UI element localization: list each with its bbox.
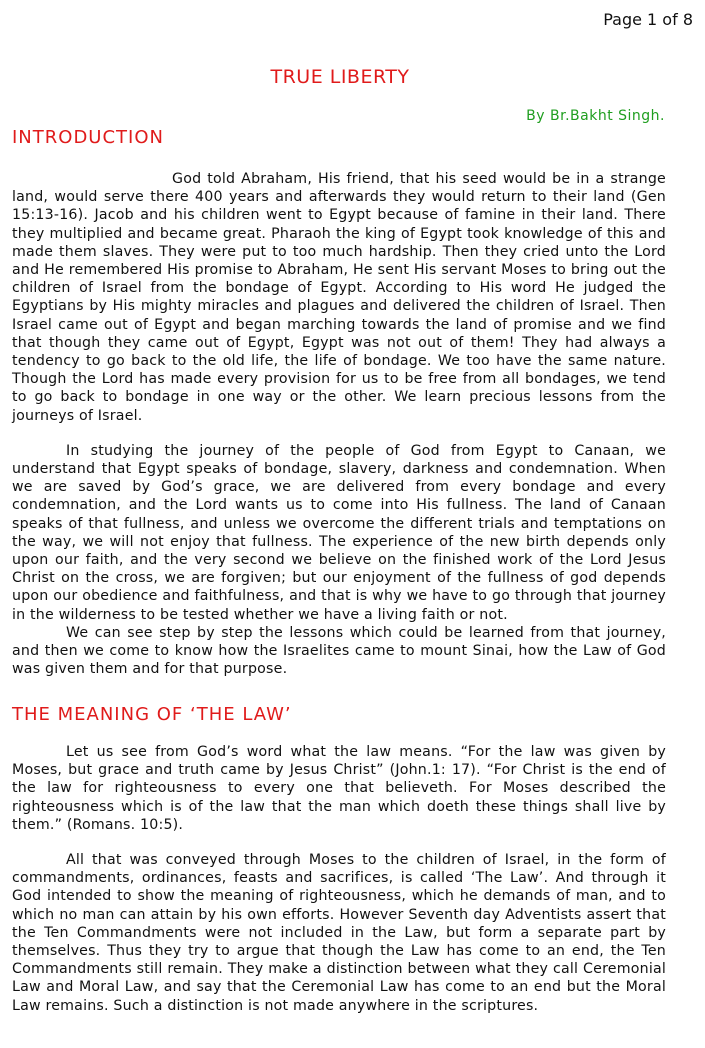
paragraph: God told Abraham, His friend, that his seed would be in a strange land, would serve there 400 years and afterwards they would return to their land (Gen 15:13-16). Jacob and his children went to Egypt because of famine in their land. There they multiplied and became great. Pharaoh the king of Egypt took knowledge of this and made them slaves. They were put to too much hardship. Then they cried unto the Lord and He remembered His promise to Abraham, He sent His servant Moses to bring out the children of Israel from the bondage of Egypt. According to His word He judged the Egyptians by His mighty miracles and plagues and delivered the children of Israel. Then Israel came out of Egypt and began marching towards the land of promise and we find that though they came out of Egypt, Egypt was not out of them! They had always a tendency to go back to the old life, the life of bondage. We too have the same nature. Though the Lord has made every provision for us to be free from all bondages, we tend to go back to bondage in one way or the other. We learn precious lessons from the journeys of Israel. xyxy=(12,171,666,424)
section-heading-introduction: INTRODUCTION xyxy=(12,127,164,148)
law-section-body xyxy=(12,743,666,1015)
author-line: By Br.Bakht Singh. xyxy=(526,108,665,124)
paragraph: In studying the journey of the people of God from Egypt to Canaan, we understand that Egypt speaks of bondage, slavery, darkness and condemnation. When we are saved by God’s grace, we are delivered from every bondage and every condemnation, and the Lord wants us to come into His fullness. The land of Canaan speaks of that fullness, and unless we overcome the different trials and temptations on the way, we will not enjoy that fullness. The experience of the new birth depends only upon our faith, and the very second we believe on the finished work of the Lord Jesus Christ on the cross, we are forgiven; but our enjoyment of the fullness of god depends upon our obedience and faithfulness, and that is why we have to go through that journey in the wilderness to be tested whether we have a living faith or not. xyxy=(12,442,666,623)
paragraph: Let us see from God’s word what the law means. “For the law was given by Moses, but grace and truth came by Jesus Christ” (John.1: 17). “For Christ is the end of the law for righteousness to every one that believeth. For Moses described the righteousness which is of the law that the man which doeth these things shall live by them.” (Romans. 10:5). xyxy=(12,744,666,833)
paragraph-spacer xyxy=(12,425,666,442)
introduction-body xyxy=(12,170,666,678)
section-heading-meaning-of-law: THE MEANING OF ‘THE LAW’ xyxy=(12,704,292,725)
paragraph: All that was conveyed through Moses to the children of Israel, in the form of commandments, ordinances, feasts and sacrifices, is called ‘The Law’. And through it God intended to show the meaning of righteousness, which he demands of man, and to which no man can attain by his own efforts. However Seventh day Adventists assert that the Ten Commandments were not included in the Law, but form a separate part by themselves. Thus they try to argue that though the Law has come to an end, the Ten Commandments still remain. They make a distinction between what they call Ceremonial Law and Moral Law, and say that the Ceremonial Law has come to an end but the Moral Law remains. Such a distinction is not made anywhere in the scriptures. xyxy=(12,852,666,1014)
document-title: TRUE LIBERTY xyxy=(270,66,410,88)
paragraph: We can see step by step the lessons which could be learned from that journey, and then we come to know how the Israelites came to mount Sinai, how the Law of God was given them and for that purpose. xyxy=(12,624,666,678)
paragraph-spacer xyxy=(12,834,666,851)
page-number: Page 1 of 8 xyxy=(603,10,693,29)
